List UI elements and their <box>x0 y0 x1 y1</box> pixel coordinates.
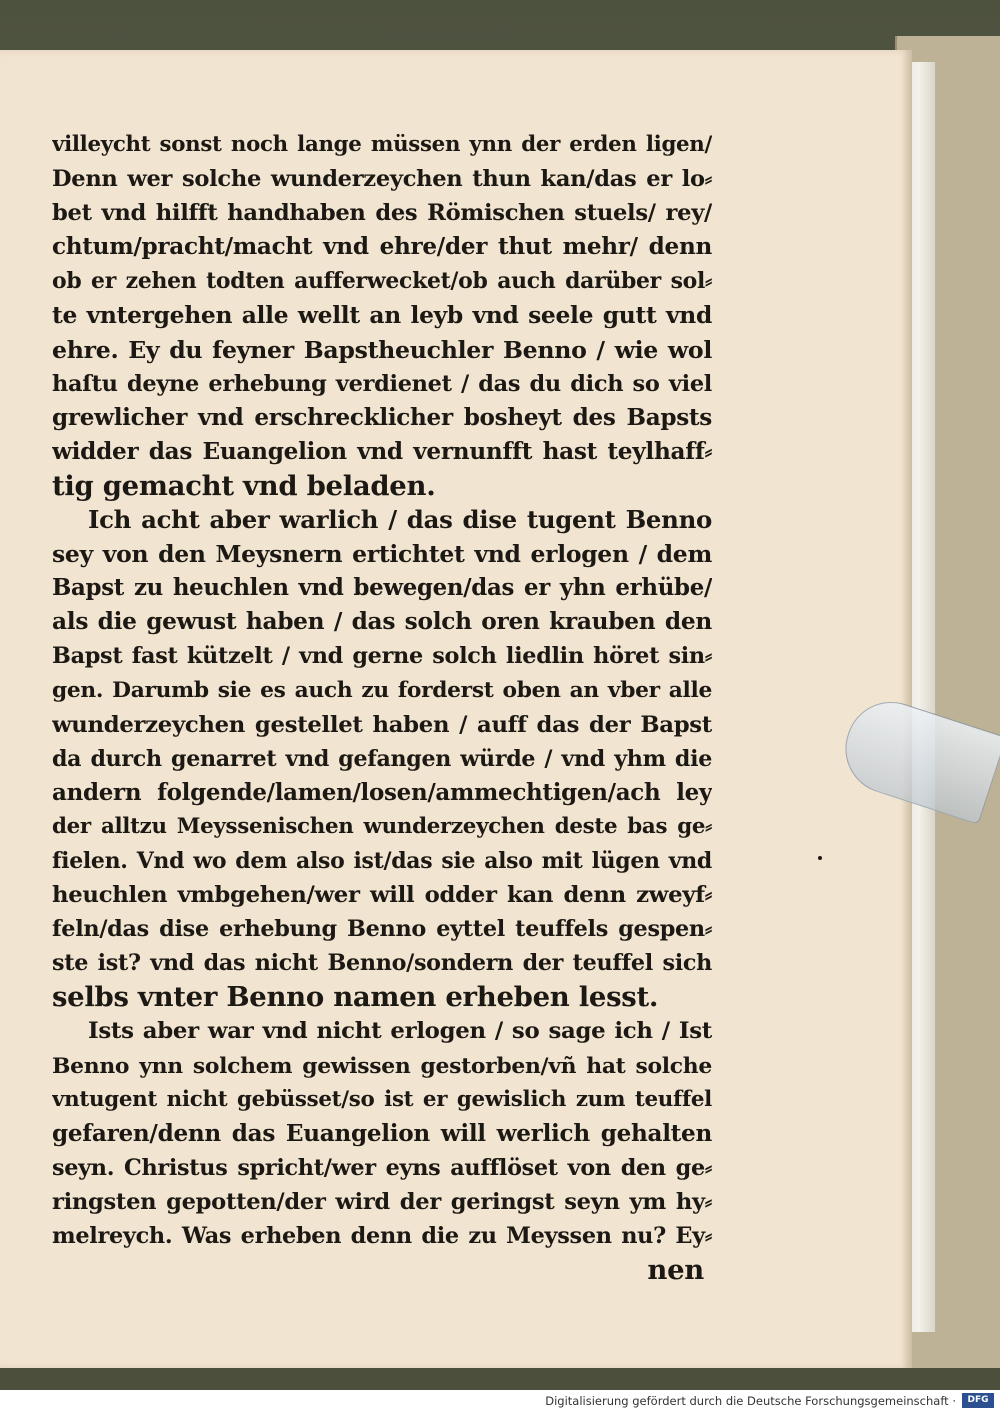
text-line: feln/das dise erhebung Benno eyttel teuffels gespen⸗ <box>52 916 712 943</box>
text-line: haſtu deyne erhebung verdienet / das du dich so viel <box>52 370 712 397</box>
text-line: andern folgende/lamen/losen/ammechtigen/ach ley <box>52 778 712 806</box>
text-line: gefaren/denn das Euangelion will werlich gehalten <box>52 1119 712 1147</box>
funding-notice: Digitalisierung gefördert durch die Deutsche Forschungsgemeinschaft · <box>545 1394 956 1408</box>
text-line: chtum/pracht/macht vnd ehre/der thut mehr/ denn <box>52 233 712 261</box>
text-line: ste ist? vnd das nicht Benno/sondern der teuffel sich <box>52 950 712 977</box>
text-line: Denn wer solche wunderzeychen thun kan/das er lo⸗ <box>52 166 712 193</box>
text-line: Bapst fast kützelt / vnd gerne solch liedlin höret sin⸗ <box>52 643 712 670</box>
text-line: fielen. Vnd wo dem also ist/das sie also mit lügen vnd <box>52 847 712 874</box>
text-line: heuchlen vmbgehen/wer will odder kan denn zweyf⸗ <box>52 882 712 909</box>
text-line: bet vnd hilfft handhaben des Römischen stuels/ rey/ <box>52 200 712 227</box>
text-line: wunderzeychen gestellet haben / auff das der Bapst <box>52 711 712 738</box>
text-line: ehre. Ey du feyner Bapstheuchler Benno / wie wol <box>52 335 712 364</box>
text-line: sey von den Meysnern ertichtet vnd erlogen / dem <box>52 540 712 569</box>
text-line: ob er zehen todten aufferwecket/ob auch darüber sol⸗ <box>52 268 712 295</box>
text-line: gen. Darumb sie es auch zu forderst oben an vber alle <box>52 677 712 703</box>
text-line: tig gemacht vnd beladen. <box>52 469 436 502</box>
text-line: Bapst zu heuchlen vnd bewegen/das er yhn erhübe/ <box>52 575 712 602</box>
text-line: Ich acht aber warlich / das dise tugent Benno <box>88 505 712 535</box>
text-line: villeycht sonst noch lange müssen ynn der erden ligen/ <box>52 132 712 157</box>
catchword: nen <box>647 1254 704 1287</box>
book-page <box>0 50 912 1368</box>
text-line: da durch genarret vnd gefangen würde / vnd yhm die <box>52 745 712 772</box>
text-line: ringsten gepotten/der wird der geringst seyn ym hy⸗ <box>52 1188 712 1215</box>
text-line: vntugent nicht gebüsset/so ist er gewislich zum teuffel <box>52 1086 712 1112</box>
dfg-logo-icon: DFG <box>962 1393 994 1408</box>
text-line: selbs vnter Benno namen erheben lesst. <box>52 981 659 1014</box>
text-line: Ists aber war vnd nicht erlogen / so sage ich / Ist <box>88 1018 712 1045</box>
body-text <box>52 128 712 1287</box>
text-line: seyn. Christus spricht/wer eyns aufflöset von den ge⸗ <box>52 1154 712 1181</box>
text-line: als die gewust haben / das solch oren krauben den <box>52 608 712 636</box>
ink-speck <box>818 856 822 860</box>
text-line: melreych. Was erheben denn die zu Meyssen nu? Ey⸗ <box>52 1223 712 1249</box>
text-line: te vntergehen alle wellt an leyb vnd seele gutt vnd <box>52 301 712 330</box>
text-line: widder das Euangelion vnd vernunfft hast teylhaff⸗ <box>52 437 712 465</box>
digitization-footer <box>0 1390 1000 1413</box>
text-line: der alltzu Meyssenischen wunderzeychen deste bas ge⸗ <box>52 813 712 839</box>
text-line: grewlicher vnd erschrecklicher bosheyt des Bapsts <box>52 403 712 431</box>
text-line: Benno ynn solchem gewissen gestorben/vñ hat solche <box>52 1052 712 1079</box>
